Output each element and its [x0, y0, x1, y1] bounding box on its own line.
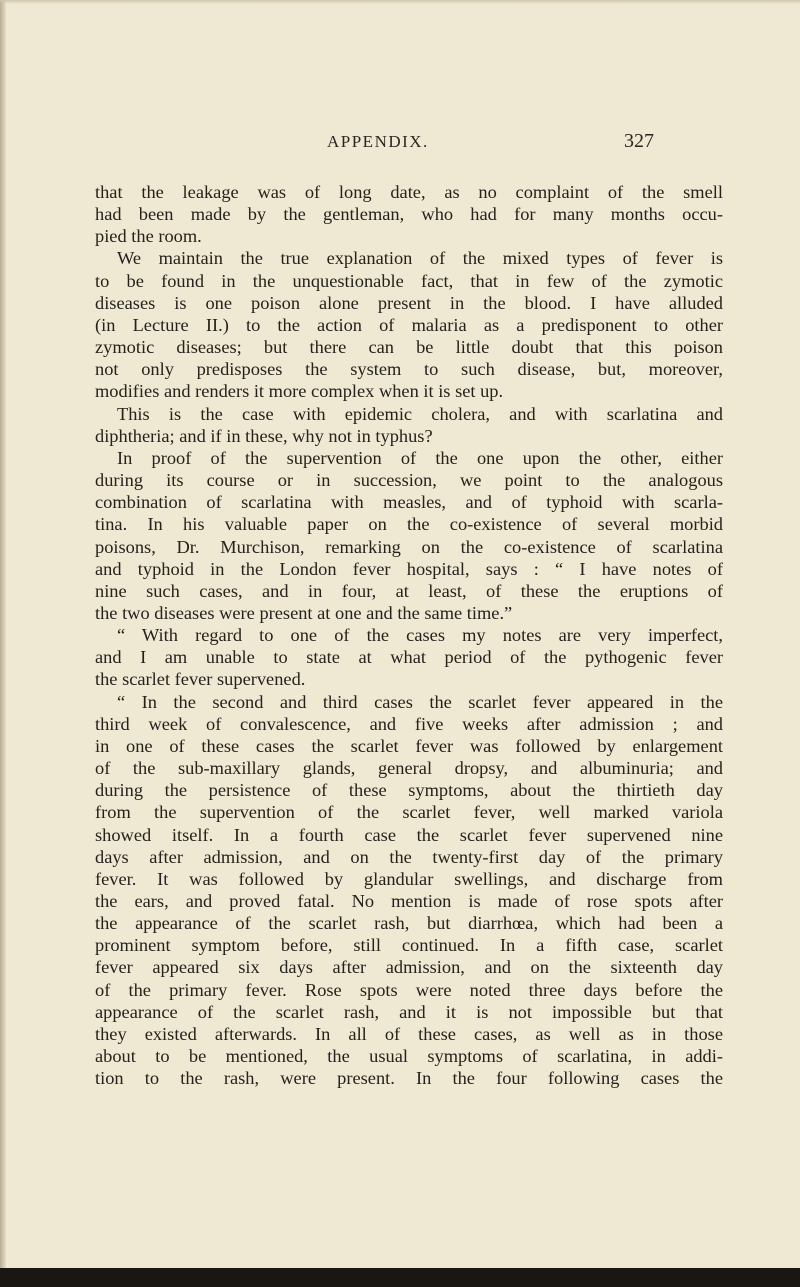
text-line: We maintain the true explanation of the mixed types of fever is [117, 248, 723, 269]
text-line: the appearance of the scarlet rash, but diarrhœa, which had been a [95, 913, 723, 934]
text-line: third week of convalescence, and five weeks after admission ; and [95, 713, 723, 734]
text-line: that the leakage was of long date, as no complaint of the smell [95, 182, 723, 202]
text-line: from the supervention of the scarlet fever, well marked variola [95, 802, 723, 823]
text-line: about to be mentioned, the usual symptoms of scarlatina, in addi- [95, 1046, 723, 1067]
text-line: diphtheria; and if in these, why not in typhus? [95, 425, 433, 446]
text-line: showed itself. In a fourth case the scarlet fever supervened nine [95, 824, 723, 845]
text-line: in one of these cases the scarlet fever was followed by enlargement [95, 735, 723, 756]
text-line: during the persistence of these symptoms, about the thirtieth day [95, 780, 723, 801]
text-line: In proof of the supervention of the one upon the other, either [117, 447, 723, 468]
scan-bottom-border [0, 1268, 800, 1287]
text-line: the scarlet fever supervened. [95, 669, 306, 690]
page-binding-edge [0, 0, 6, 1287]
text-line: modifies and renders it more complex when it is set up. [95, 381, 504, 402]
text-line: of the primary fever. Rose spots were noted three days before the [95, 979, 723, 1000]
text-line: fever. It was followed by glandular swellings, and discharge from [95, 868, 723, 889]
text-line: poisons, Dr. Murchison, remarking on the co-existence of scarlatina [95, 536, 723, 557]
page-number: 327 [624, 130, 654, 152]
text-line: not only predisposes the system to such disease, but, moreover, [95, 359, 723, 380]
text-line: “ With regard to one of the cases my notes are very imperfect, [117, 625, 723, 646]
text-line: appearance of the scarlet rash, and it is not impossible but that [95, 1001, 723, 1022]
page-top-edge [0, 0, 800, 4]
text-line: combination of scarlatina with measles, and of typhoid with scarla- [95, 492, 723, 513]
text-line: had been made by the gentleman, who had for many months occu- [95, 204, 723, 225]
text-line: and typhoid in the London fever hospital, says : “ I have notes of [95, 558, 723, 579]
text-line: and I am unable to state at what period of the pythogenic fever [95, 647, 723, 668]
text-line: prominent symptom before, still continued. In a fifth case, scarlet [95, 935, 723, 956]
body-text [95, 181, 723, 1089]
text-line: (in Lecture II.) to the action of malaria as a predisponent to other [95, 314, 723, 335]
running-head: APPENDIX. [327, 132, 429, 151]
text-line: the ears, and proved fatal. No mention is made of rose spots after [95, 891, 723, 911]
text-line: the two diseases were present at one and the same time.” [95, 602, 513, 623]
text-line: pied the room. [95, 226, 202, 247]
page-header [0, 130, 800, 160]
text-line: fever appeared six days after admission, and on the sixteenth day [95, 957, 723, 978]
text-line: they existed afterwards. In all of these cases, as well as in those [95, 1023, 723, 1044]
text-line: This is the case with epidemic cholera, and with scarlatina and [117, 403, 723, 424]
text-line: tion to the rash, were present. In the four following cases the [95, 1068, 723, 1089]
text-line: diseases is one poison alone present in the blood. I have alluded [95, 292, 723, 313]
text-line: during its course or in succession, we point to the analogous [95, 470, 723, 491]
text-line: zymotic diseases; but there can be little doubt that this poison [95, 337, 723, 358]
text-line: days after admission, and on the twenty-first day of the primary [95, 846, 723, 867]
text-line: to be found in the unquestionable fact, that in few of the zymotic [95, 270, 723, 291]
text-line: tina. In his valuable paper on the co-existence of several morbid [95, 514, 723, 535]
text-line: “ In the second and third cases the scarlet fever appeared in the [117, 691, 723, 712]
text-line: of the sub-maxillary glands, general dropsy, and albuminuria; and [95, 758, 723, 779]
text-line: nine such cases, and in four, at least, of these the eruptions of [95, 580, 723, 601]
